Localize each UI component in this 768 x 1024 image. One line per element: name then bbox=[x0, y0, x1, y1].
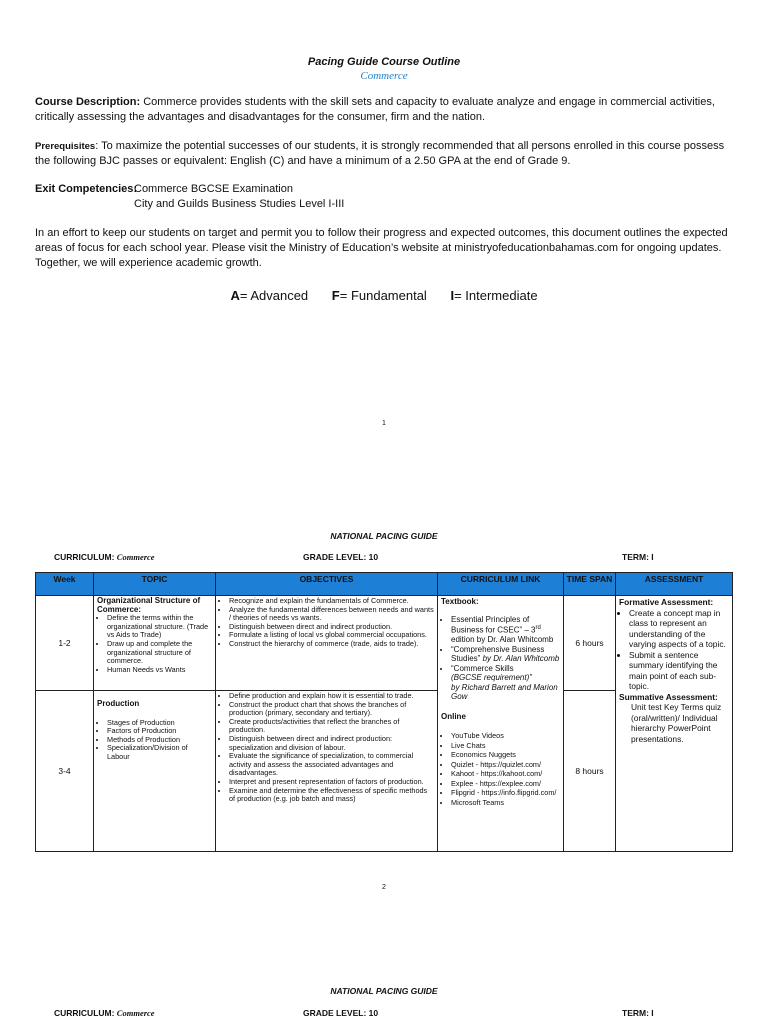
topic-item: • Define the terms within the organizational structure. (Trade vs Aids to Trade) bbox=[107, 614, 212, 640]
exit-competency-1: Commerce BGCSE Examination bbox=[134, 183, 293, 195]
objective-item: • Construct the hierarchy of commerce (trade, aids to trade). bbox=[229, 640, 434, 649]
week-cell: 3-4 bbox=[36, 691, 94, 852]
objectives-cell bbox=[216, 691, 438, 852]
legend-f-text: = Fundamental bbox=[339, 288, 427, 303]
column-header-week: Week bbox=[36, 573, 94, 596]
online-resource: • Quizlet - https://quizlet.com/ bbox=[451, 760, 560, 770]
legend-a-key: A bbox=[230, 288, 240, 303]
course-description-label: Course Description: bbox=[35, 96, 141, 108]
textbook-item: • “Commerce Skills (BGCSE requirement)” by Richard Barrett and Marion Gow bbox=[451, 664, 560, 702]
topic-item: • Methods of Production bbox=[107, 736, 212, 745]
curriculum-value-page3: Commerce bbox=[116, 1008, 155, 1018]
curriculum-field bbox=[54, 552, 155, 562]
column-header-curriculum-link: CURRICULUM LINK bbox=[438, 573, 564, 596]
topic-title: Organizational Structure of Commerce: bbox=[97, 596, 201, 614]
legend-f-key: F bbox=[331, 288, 340, 303]
table-row bbox=[36, 596, 733, 691]
online-resource: • Explee - https://explee.com/ bbox=[451, 779, 560, 789]
course-description bbox=[35, 95, 735, 125]
topic-item: • Factors of Production bbox=[107, 727, 212, 736]
prerequisites bbox=[35, 139, 735, 169]
exit-competency-2: City and Guilds Business Studies Level I-III bbox=[134, 198, 345, 210]
page-number-1: 1 bbox=[382, 420, 386, 427]
curriculum-link-cell bbox=[438, 596, 564, 852]
objective-item: • Distinguish between direct and indirect production: specialization and division of labour. bbox=[229, 735, 434, 752]
summative-assessment-label: Summative Assessment: bbox=[619, 691, 718, 702]
curriculum-value: Commerce bbox=[116, 552, 155, 562]
curriculum-label: CURRICULUM: bbox=[54, 552, 117, 562]
course-description-text: Commerce provides students with the skill sets and capacity to evaluate analyze and engage in commercial activities, critically assessing the advantages and disadvantages for the consumer, firm and the nation. bbox=[35, 96, 715, 123]
pacing-table bbox=[35, 572, 733, 852]
textbook-item: • Essential Principles of Business for CSEC” – 3rd edition by Dr. Alan Whitcomb bbox=[451, 615, 560, 645]
textbook-item: • “Comprehensive Business Studies” by Dr. Alan Whitcomb bbox=[451, 645, 560, 664]
objective-item: • Formulate a listing of local vs global commercial occupations. bbox=[229, 631, 434, 640]
online-label: Online bbox=[441, 711, 466, 721]
objective-item: • Examine and determine the effectiveness of specific methods of production (e.g. job batch and mass) bbox=[229, 787, 434, 804]
topic-item: • Stages of Production bbox=[107, 719, 212, 728]
topic-item: • Specialization/Division of Labour bbox=[107, 744, 212, 761]
online-resource: • Flipgrid - https://info.flipgrid.com/ bbox=[451, 788, 560, 798]
topic-item: • Draw up and complete the organizational structure of commerce. bbox=[107, 640, 212, 666]
formative-item: • Submit a sentence summary identifying the main point of each sub-topic. bbox=[629, 650, 729, 692]
topic-title: Production bbox=[97, 699, 140, 708]
exit-competencies-label: Exit Competencies: bbox=[35, 183, 138, 195]
legend-a-text: = Advanced bbox=[239, 288, 309, 303]
objective-item: • Analyze the fundamental differences between needs and wants / theories of needs vs wants. bbox=[229, 606, 434, 623]
objectives-cell bbox=[216, 596, 438, 691]
objective-item: • Construct the product chart that shows the branches of production (primary, secondary and tertiary). bbox=[229, 701, 434, 718]
term: TERM: I bbox=[622, 552, 654, 562]
topic-item: • Human Needs vs Wants bbox=[107, 666, 212, 675]
intro-paragraph: In an effort to keep our students on target and permit you to follow their progress and expected outcomes, this document outlines the expected areas of focus for each school year. Please visit the Ministry of Education’s website at ministryofeducationbahamas.com for ongoing updates. Together, we will experience academic growth. bbox=[35, 227, 728, 269]
week-cell: 1-2 bbox=[36, 596, 94, 691]
online-resource: • Microsoft Teams bbox=[451, 798, 560, 808]
grade-level-page3: GRADE LEVEL: 10 bbox=[303, 1008, 379, 1018]
curriculum-field-page3 bbox=[54, 1008, 155, 1018]
column-header-time-span: TIME SPAN bbox=[564, 573, 616, 596]
column-header-objectives: OBJECTIVES bbox=[216, 573, 438, 596]
assessment-cell bbox=[616, 596, 733, 852]
column-header-assessment: ASSESSMENT bbox=[616, 573, 733, 596]
online-resource: • YouTube Videos bbox=[451, 731, 560, 741]
formative-item: • Create a concept map in class to represent an understanding of the varying aspects of a topic. bbox=[629, 608, 729, 650]
objective-item: • Interpret and present representation of factors of production. bbox=[229, 778, 434, 787]
grade-level: GRADE LEVEL: 10 bbox=[303, 552, 379, 562]
objective-item: • Recognize and explain the fundamentals of Commerce. bbox=[229, 597, 434, 606]
objective-item: • Evaluate the significance of specialization, to commercial activity and assess the associated advantages and disadvantages. bbox=[229, 752, 434, 778]
level-legend bbox=[0, 288, 768, 303]
objective-item: • Distinguish between direct and indirect production. bbox=[229, 623, 434, 632]
formative-assessment-label: Formative Assessment: bbox=[619, 597, 714, 607]
objective-item: • Define production and explain how it is essential to trade. bbox=[229, 692, 434, 701]
table-header-row bbox=[36, 573, 733, 596]
document-subtitle: Commerce bbox=[360, 70, 408, 82]
legend-i-text: = Intermediate bbox=[454, 288, 538, 303]
prerequisites-text: : To maximize the potential successes of our students, it is strongly recommended that all persons enrolled in this course possess the following BJC passes or equivalent: English (C) and have a minimum of a 2.50 GPA at the end of Grade 9. bbox=[35, 140, 725, 167]
time-span-cell: 8 hours bbox=[564, 691, 616, 852]
summative-text: Unit test Key Terms quiz (oral/written)/ Individual hierarchy PowerPoint presentations. bbox=[631, 702, 722, 744]
topic-cell bbox=[94, 596, 216, 691]
curriculum-label-page3: CURRICULUM: bbox=[54, 1008, 117, 1018]
term-page3: TERM: I bbox=[622, 1008, 654, 1018]
objective-item: • Create products/activities that reflect the branches of production. bbox=[229, 718, 434, 735]
page-number-2: 2 bbox=[382, 884, 386, 891]
online-resource: • Economics Nuggets bbox=[451, 750, 560, 760]
textbook-label: Textbook: bbox=[441, 597, 479, 606]
pacing-guide-heading: NATIONAL PACING GUIDE bbox=[330, 531, 438, 541]
online-resource: • Live Chats bbox=[451, 741, 560, 751]
document-title: Pacing Guide Course Outline bbox=[307, 56, 461, 68]
topic-cell bbox=[94, 691, 216, 852]
legend-i-key: I bbox=[450, 288, 455, 303]
time-span-cell: 6 hours bbox=[564, 596, 616, 691]
pacing-guide-heading-page3: NATIONAL PACING GUIDE bbox=[330, 986, 438, 996]
column-header-topic: TOPIC bbox=[94, 573, 216, 596]
exit-competencies bbox=[35, 182, 735, 210]
prerequisites-label: Prerequisites bbox=[35, 141, 96, 152]
online-resource: • Kahoot - https://kahoot.com/ bbox=[451, 769, 560, 779]
